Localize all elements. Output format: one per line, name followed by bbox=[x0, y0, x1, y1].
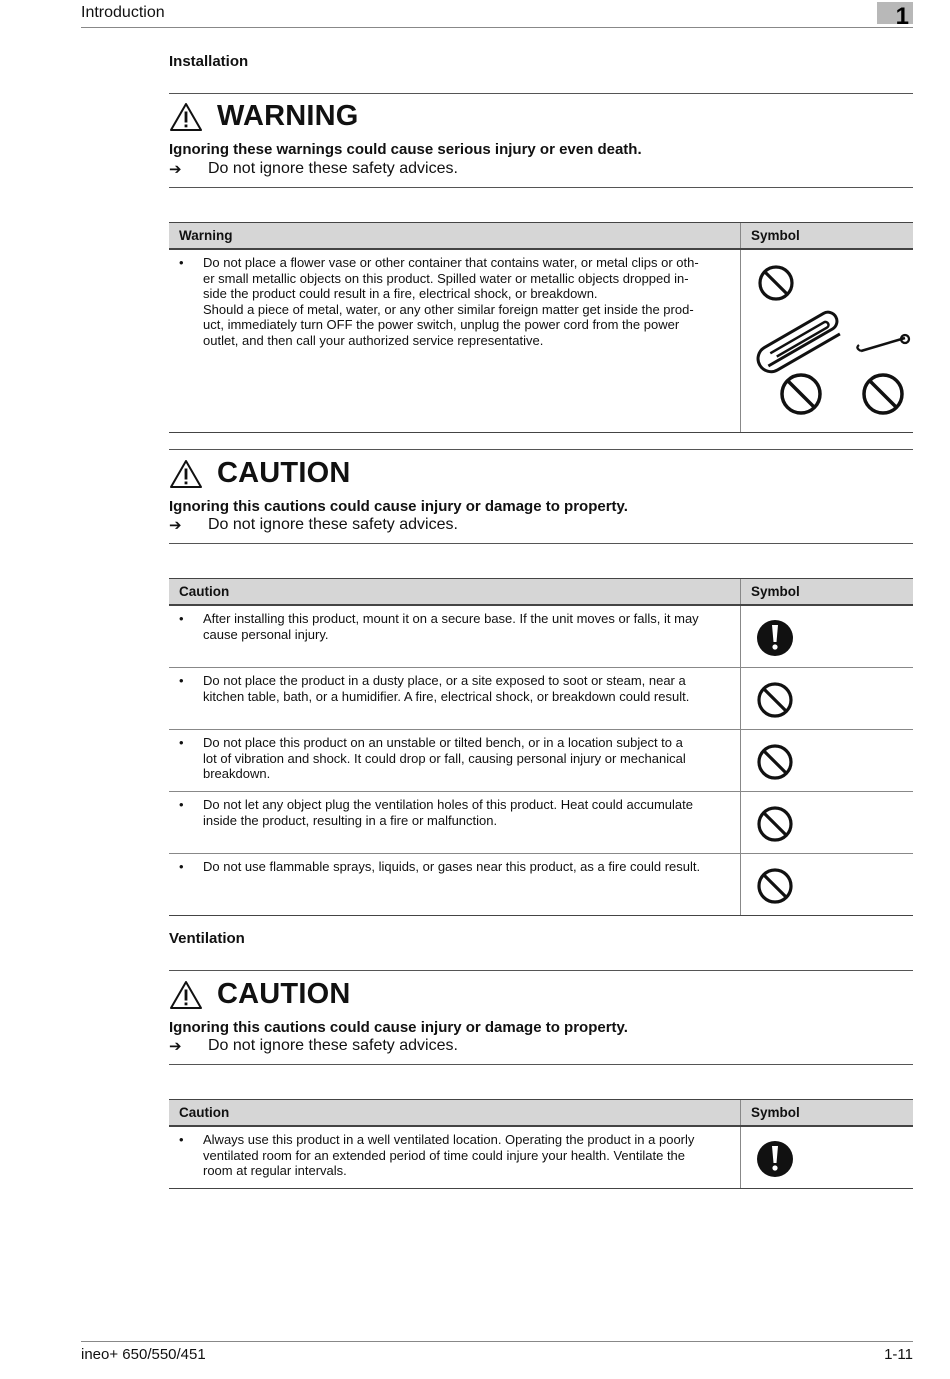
bullet-text bbox=[203, 859, 700, 875]
text-line: uct, immediately turn OFF the power switch, unplug the power cord from the power bbox=[203, 317, 680, 332]
caution-text-cell bbox=[169, 854, 741, 916]
symbol-cell bbox=[741, 792, 914, 854]
caution-title-text: CAUTION bbox=[217, 978, 351, 1010]
symbol-cell bbox=[741, 1126, 914, 1189]
text-line: Do not place the product in a dusty place, or a site exposed to soot or steam, near a bbox=[203, 673, 686, 688]
divider bbox=[169, 970, 913, 971]
table-row bbox=[169, 1126, 913, 1189]
prohibited-icon bbox=[760, 267, 792, 299]
bullet-text bbox=[203, 735, 686, 782]
symbol-cell bbox=[741, 249, 914, 433]
footer-page-number: 1-11 bbox=[884, 1346, 913, 1363]
text-line: ventilated room for an extended period of time could injure your health. Ventilate the bbox=[203, 1147, 686, 1163]
text-line: Always use this product in a well ventilated location. Operating the product in a poorly bbox=[203, 1132, 695, 1147]
arrow-icon: ➔ bbox=[169, 1037, 182, 1055]
chapter-number: 1 bbox=[877, 2, 913, 24]
text-line: Do not place a flower vase or other container that contains water, or metal clips or oth- bbox=[203, 255, 699, 270]
symbol-column-header: Symbol bbox=[741, 579, 914, 606]
section-heading-installation: Installation bbox=[169, 53, 249, 70]
prohibited-icon bbox=[741, 854, 893, 915]
table-row bbox=[169, 249, 913, 433]
text-line: kitchen table, bath, or a humidifier. A fire, electrical shock, or breakdown could result. bbox=[203, 688, 690, 704]
table-row bbox=[169, 668, 913, 730]
metal-objects-prohibited-icon bbox=[741, 250, 913, 432]
warning-triangle-icon bbox=[169, 980, 203, 1010]
mandatory-icon bbox=[741, 1127, 893, 1188]
caution-message: Ignoring this cautions could cause injury or damage to property. bbox=[169, 498, 628, 515]
text-line: After installing this product, mount it on a secure base. If the unit moves or falls, it may bbox=[203, 611, 699, 626]
prohibited-icon bbox=[741, 792, 893, 853]
mandatory-icon bbox=[741, 606, 893, 667]
warning-triangle-icon bbox=[169, 459, 203, 489]
bullet-item bbox=[179, 859, 730, 875]
text-line: outlet, and then call your authorized service representative. bbox=[203, 332, 544, 348]
caution-advice-text: Do not ignore these safety advices. bbox=[208, 1037, 458, 1054]
text-line: breakdown. bbox=[203, 766, 271, 781]
table-row bbox=[169, 605, 913, 668]
caution-advice-text: Do not ignore these safety advices. bbox=[208, 516, 458, 533]
caution-table bbox=[169, 1099, 913, 1189]
table-row bbox=[169, 792, 913, 854]
bullet-item bbox=[179, 797, 730, 828]
bullet-item bbox=[179, 1132, 730, 1179]
symbol-column-header: Symbol bbox=[741, 1100, 914, 1127]
symbol-cell bbox=[741, 730, 914, 792]
footer-rule bbox=[81, 1341, 913, 1342]
text-line: Do not use flammable sprays, liquids, or gases near this product, as a fire could result. bbox=[203, 859, 701, 874]
divider bbox=[169, 93, 913, 94]
table-row bbox=[169, 730, 913, 792]
bullet-text bbox=[203, 673, 689, 704]
bullet-glyph: • bbox=[179, 255, 184, 270]
caution-text-cell bbox=[169, 730, 741, 792]
text-line: Do not place this product on an unstable or tilted bench, or in a location subject to a bbox=[203, 735, 683, 750]
divider bbox=[169, 449, 913, 450]
bullet-text bbox=[203, 255, 699, 348]
text-line: side the product could result in a fire, electrical shock, or breakdown. bbox=[203, 286, 598, 301]
caution-signal-title bbox=[169, 457, 351, 490]
caution-title-text: CAUTION bbox=[217, 457, 351, 489]
caution-signal-title bbox=[169, 978, 351, 1011]
bullet-item bbox=[179, 735, 730, 782]
bullet-glyph: • bbox=[179, 735, 184, 750]
bullet-glyph: • bbox=[179, 611, 184, 626]
caution-text-cell bbox=[169, 605, 741, 668]
paper-clip-icon bbox=[753, 309, 844, 377]
caution-text-cell bbox=[169, 668, 741, 730]
text-line: Should a piece of metal, water, or any other similar foreign matter get inside the prod- bbox=[203, 301, 694, 317]
text-line: inside the product, resulting in a fire or malfunction. bbox=[203, 812, 498, 828]
bullet-glyph: • bbox=[179, 797, 184, 812]
bullet-text bbox=[203, 797, 693, 828]
caution-column-header: Caution bbox=[169, 579, 741, 606]
header-rule bbox=[81, 27, 913, 28]
divider bbox=[169, 543, 913, 544]
warning-table bbox=[169, 222, 913, 433]
bullet-glyph: • bbox=[179, 673, 184, 688]
text-line: lot of vibration and shock. It could drop or fall, causing personal injury or mechanical bbox=[203, 750, 686, 766]
arrow-icon: ➔ bbox=[169, 160, 182, 178]
warning-advice bbox=[169, 160, 458, 178]
bullet-glyph: • bbox=[179, 859, 184, 874]
warning-message: Ignoring these warnings could cause serious injury or even death. bbox=[169, 141, 642, 158]
warning-column-header: Warning bbox=[169, 223, 741, 250]
symbol-cell bbox=[741, 605, 914, 668]
caution-table bbox=[169, 578, 913, 916]
bullet-text bbox=[203, 611, 699, 642]
caution-text-cell bbox=[169, 792, 741, 854]
divider bbox=[169, 187, 913, 188]
symbol-cell bbox=[741, 668, 914, 730]
text-line: Do not let any object plug the ventilation holes of this product. Heat could accumulate bbox=[203, 797, 693, 812]
running-header: Introduction bbox=[81, 4, 165, 21]
table-row bbox=[169, 854, 913, 916]
caution-advice bbox=[169, 516, 458, 534]
prohibited-icon bbox=[741, 730, 893, 791]
warning-title-text: WARNING bbox=[217, 100, 359, 132]
bullet-glyph: • bbox=[179, 1132, 184, 1147]
bullet-text bbox=[203, 1132, 694, 1179]
symbol-column-header: Symbol bbox=[741, 223, 914, 250]
caution-message: Ignoring this cautions could cause injury or damage to property. bbox=[169, 1019, 628, 1036]
text-line: room at regular intervals. bbox=[203, 1163, 347, 1178]
warning-text-cell bbox=[169, 249, 741, 433]
bullet-item bbox=[179, 611, 730, 642]
warning-triangle-icon bbox=[169, 102, 203, 132]
caution-advice bbox=[169, 1037, 458, 1055]
arrow-icon: ➔ bbox=[169, 516, 182, 534]
symbol-cell bbox=[741, 854, 914, 916]
bullet-item bbox=[179, 673, 730, 704]
footer-model: ineo+ 650/550/451 bbox=[81, 1346, 206, 1363]
section-heading-ventilation: Ventilation bbox=[169, 930, 245, 947]
text-line: cause personal injury. bbox=[203, 626, 329, 642]
caution-column-header: Caution bbox=[169, 1100, 741, 1127]
text-line: er small metallic objects on this product. Spilled water or metallic objects dropped in- bbox=[203, 270, 689, 286]
prohibited-icon bbox=[741, 668, 893, 729]
caution-text-cell bbox=[169, 1126, 741, 1189]
warning-advice-text: Do not ignore these safety advices. bbox=[208, 160, 458, 177]
divider bbox=[169, 1064, 913, 1065]
warning-signal-title bbox=[169, 100, 359, 133]
safety-pin-icon bbox=[857, 335, 909, 351]
bullet-item bbox=[179, 255, 730, 348]
